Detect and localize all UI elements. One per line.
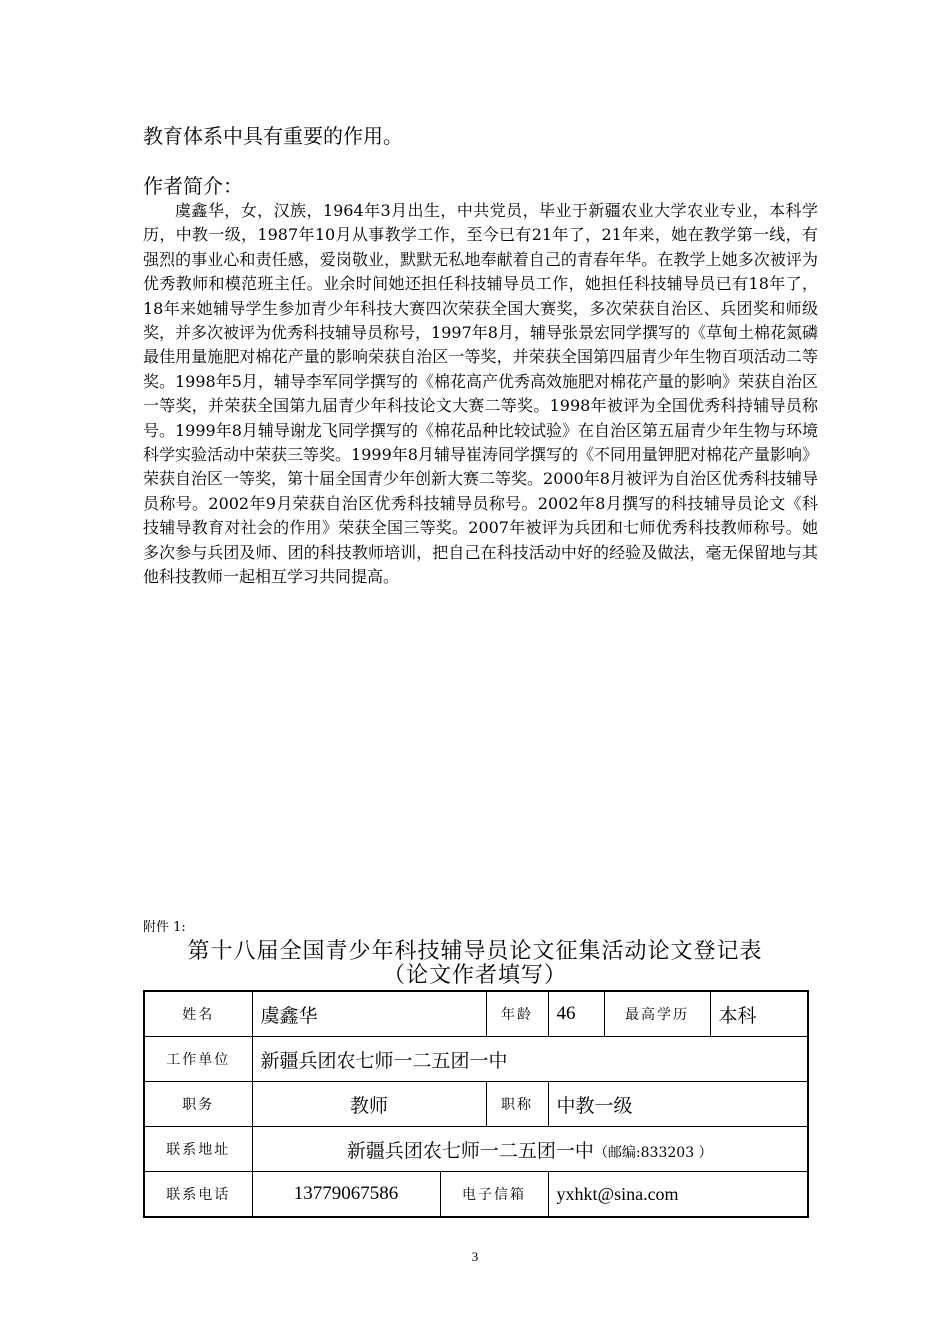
position-value: 教师 (252, 1082, 486, 1127)
attachment-label: 附件 1: (143, 920, 186, 935)
postcode-text: （邮编:833203 ） (593, 1144, 713, 1161)
workplace-label: 工作单位 (144, 1037, 252, 1082)
table-row-workplace (144, 1037, 808, 1082)
registration-table (143, 990, 809, 1218)
table-row-position (144, 1082, 808, 1127)
address-value: 新疆兵团农七师一二五团一中 (346, 1139, 594, 1162)
form-title: 第十八届全国青少年科技辅导员论文征集活动论文登记表 (187, 939, 763, 964)
email-label: 电子信箱 (440, 1172, 548, 1218)
author-intro-heading: 作者简介： (143, 174, 243, 198)
author-intro-paragraph: 虞鑫华，女，汉族，1964年3月出生，中共党员，毕业于新疆农业大学农业专业，本科学历，中教一级，1987年10月从事教学工作，至今已有21年了，21年来，她在教学第一线，有强烈的事业心和责任感，爱岗敬业，默默无私地奉献着自己的青春年华。在教学上她多次被评为优秀教师和模范班主任。业余时间她还担任科技辅导员工作，她担任科技辅导员已有18年了，18年来她辅导学生参加青少年科技大赛四次荣获全国大赛奖，多次荣获自治区、兵团奖和师级奖，并多次被评为优秀科技辅导员称号，1997年8月，辅导张景宏同学撰写的《草甸土棉花氮磷最佳用量施肥对棉花产量的影响荣获自治区一等奖，并荣获全国第四届青少年生物百项活动二等奖。1998年5月，辅导李军同学撰写的《棉花高产优秀高效施肥对棉花产量的影响》荣获自治区一等奖，并荣获全国第九届青少年科技论文大赛二等奖。1998年被评为全国优秀科持辅导员称号。1999年8月辅导谢龙飞同学撰写的《棉花品种比较试验》在自治区第五届青少年生物与环境科学实验活动中荣获三等奖。1999年8月辅导崔涛同学撰写的《不同用量钾肥对棉花产量影响》荣获自治区一等奖，第十届全国青少年创新大赛二等奖。2000年8月被评为自治区优秀科技辅导员称号。2002年9月荣获自治区优秀科技辅导员称号。2002年8月撰写的科技辅导员论文《科技辅导教育对社会的作用》荣获全国三等奖。2007年被评为兵团和七师优秀科技教师称号。她多次参与兵团及师、团的科技教师培训，把自己在科技活动中好的经验及做法，毫无保留地与其他科技教师一起相互学习共同提高。 (143, 201, 818, 587)
address-label: 联系地址 (144, 1127, 252, 1172)
table-row-name (144, 991, 808, 1037)
lead-sentence: 教育体系中具有重要的作用。 (143, 124, 403, 148)
education-value: 本科 (710, 991, 808, 1037)
address-cell (252, 1127, 808, 1172)
name-label: 姓名 (144, 991, 252, 1037)
phone-value: 13779067586 (252, 1172, 440, 1218)
page-number: 3 (471, 1249, 479, 1264)
email-value: yxhkt@sina.com (548, 1172, 808, 1218)
professional-title-label: 职称 (486, 1082, 548, 1127)
education-label: 最高学历 (604, 991, 710, 1037)
table-row-address (144, 1127, 808, 1172)
name-value: 虞鑫华 (252, 991, 486, 1037)
workplace-value: 新疆兵团农七师一二五团一中 (252, 1037, 808, 1082)
age-value: 46 (548, 991, 604, 1037)
form-subtitle: （论文作者填写） (382, 963, 567, 988)
phone-label: 联系电话 (144, 1172, 252, 1218)
age-label: 年龄 (486, 991, 548, 1037)
position-label: 职务 (144, 1082, 252, 1127)
table-row-contact (144, 1172, 808, 1218)
professional-title-value: 中教一级 (548, 1082, 808, 1127)
